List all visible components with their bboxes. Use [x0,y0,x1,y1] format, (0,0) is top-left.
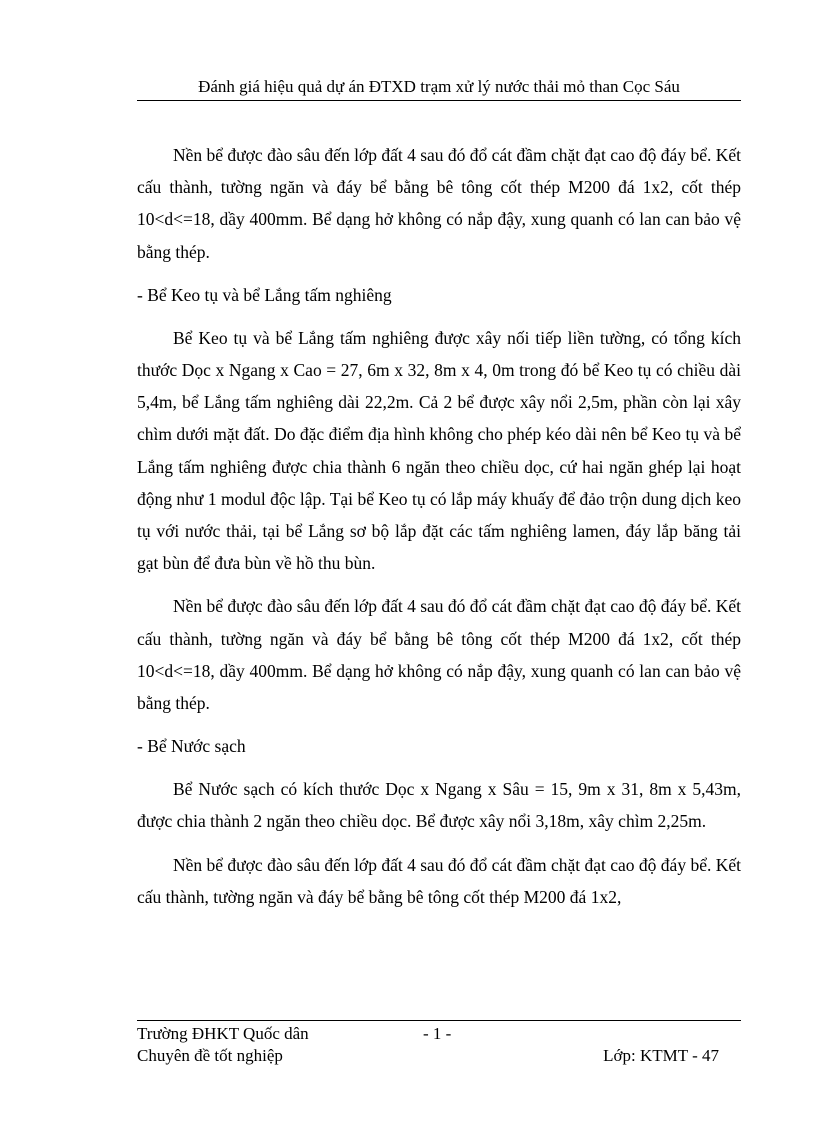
section-heading-coagulation: - Bể Keo tụ và bể Lắng tấm nghiêng [137,284,392,305]
running-header: Đánh giá hiệu quả dự án ĐTXD trạm xử lý nước thải mỏ than Cọc Sáu [198,77,680,96]
footer-school: Trường ĐHKT Quốc dân [137,1024,309,1043]
footer-class: Lớp: KTMT - 47 [603,1046,719,1065]
paragraph-coagulation: Bể Keo tụ và bể Lắng tấm nghiêng được xây nối tiếp liền tường, có tổng kích thước Dọc x Ngang x Cao = 27, 6m x 32, 8m x 4, 0m trong đó bể Keo tụ có chiều dài 5,4m, bể Lắng tấm nghiêng dài 22,2m. Cả 2 bể được xây nổi 2,5m, phần còn lại xây chìm dưới mặt đất. Do đặc điểm địa hình không cho phép kéo dài nên bể Keo tụ và bể Lắng tấm nghiêng được chia thành 6 ngăn theo chiều dọc, cứ hai ngăn ghép lại hoạt động như 1 modul độc lập. Tại bể Keo tụ có lắp máy khuấy để đảo trộn dung dịch keo tụ với nước thải, tại bể Lắng sơ bộ lắp đặt các tấm nghiêng lamen, đáy lắp băng tải gạt bùn để đưa bùn về hồ thu bùn. [137,327,741,574]
paragraph-clean-water: Bể Nước sạch có kích thước Dọc x Ngang x Sâu = 15, 9m x 31, 8m x 5,43m, được chia thành 2 ngăn theo chiều dọc. Bể được xây nổi 3,18m, xây chìm 2,25m. [137,779,741,832]
page-number: - 1 - [423,1024,452,1043]
header-divider [137,100,741,101]
footer-doc-type: Chuyên đề tốt nghiệp [137,1046,283,1065]
section-heading-clean-water: - Bể Nước sạch [137,736,246,757]
paragraph-foundation-1: Nền bể được đào sâu đến lớp đất 4 sau đó đổ cát đầm chặt đạt cao độ đáy bể. Kết cấu thành, tường ngăn và đáy bể bằng bê tông cốt thép M200 đá 1x2, cốt thép 10<d<=18, dầy 400mm. Bể dạng hở không có nắp đậy, xung quanh có lan can bảo vệ bằng thép. [137,145,741,262]
paragraph-foundation-3: Nền bể được đào sâu đến lớp đất 4 sau đó đổ cát đầm chặt đạt cao độ đáy bể. Kết cấu thành, tường ngăn và đáy bể bằng bê tông cốt thép M200 đá 1x2, [137,854,741,907]
paragraph-foundation-2: Nền bể được đào sâu đến lớp đất 4 sau đó đổ cát đầm chặt đạt cao độ đáy bể. Kết cấu thành, tường ngăn và đáy bể bằng bê tông cốt thép M200 đá 1x2, cốt thép 10<d<=18, dầy 400mm. Bể dạng hở không có nắp đậy, xung quanh có lan can bảo vệ bằng thép. [137,596,741,714]
footer-divider [137,1020,741,1021]
page-body [137,139,741,913]
